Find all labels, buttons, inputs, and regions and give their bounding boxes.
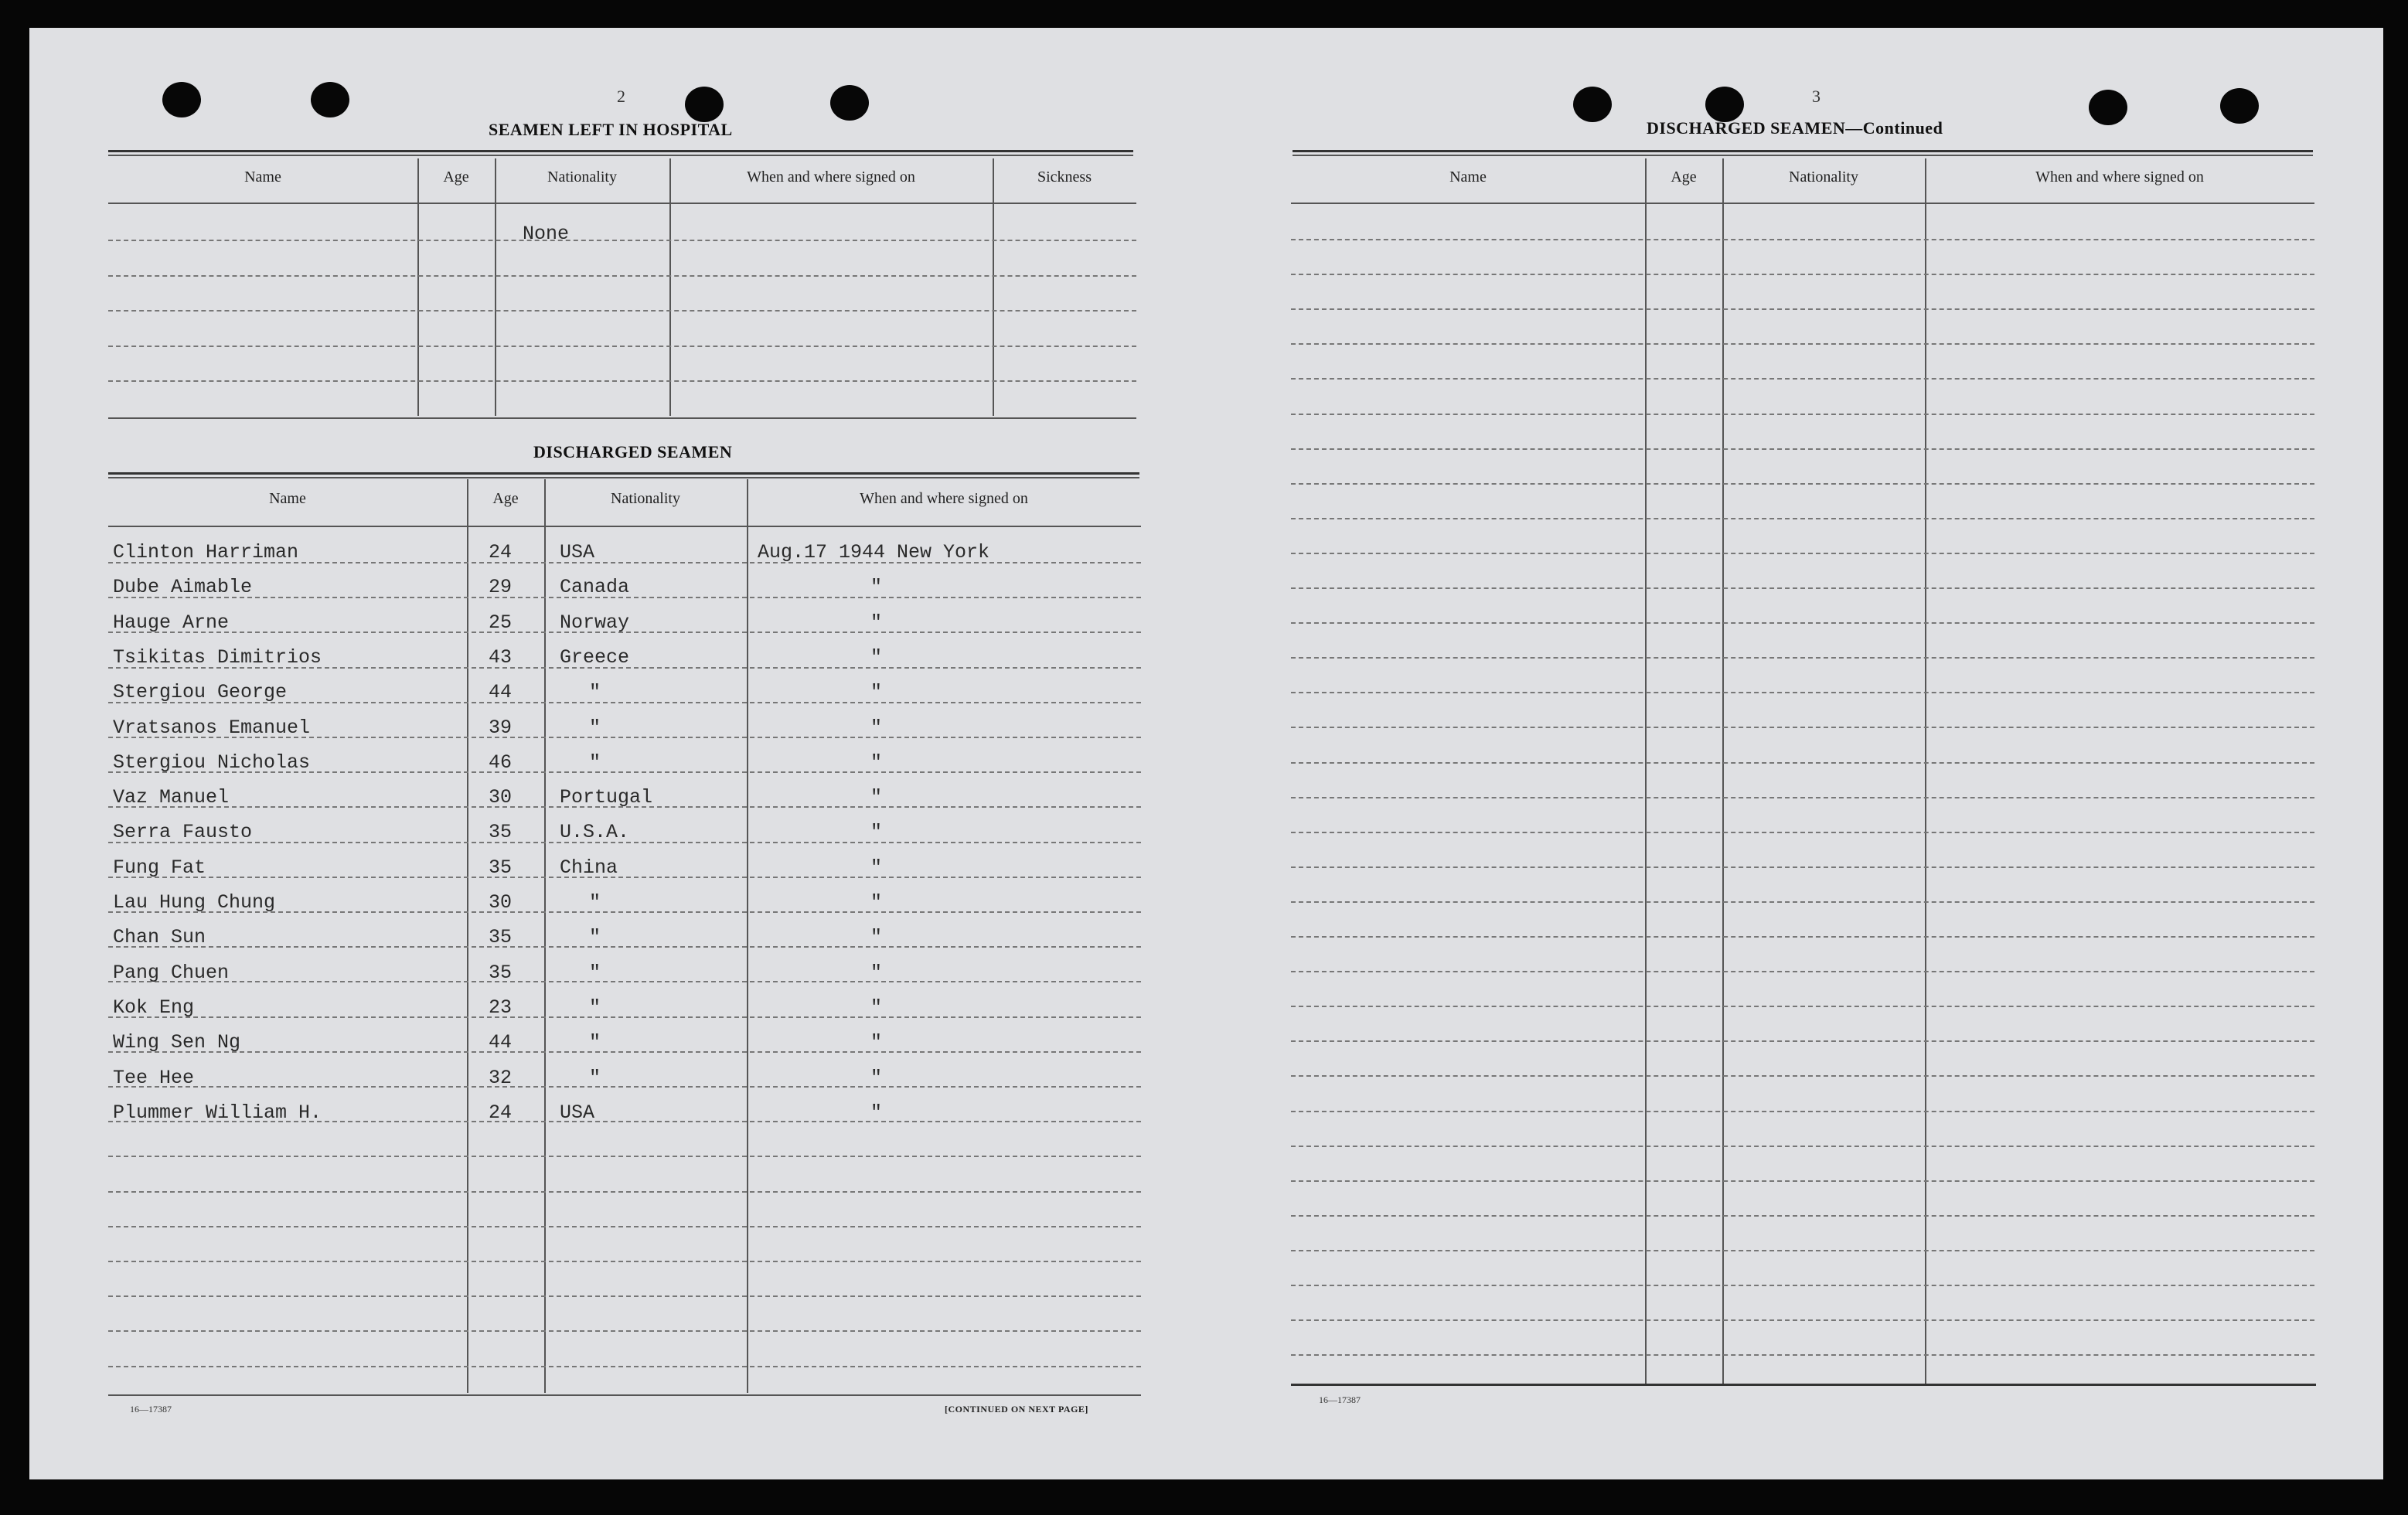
seaman-name: Pang Chuen	[113, 961, 230, 984]
hospital-table-top-rule	[108, 155, 1133, 156]
ruled-line	[1291, 378, 2314, 380]
ruled-line	[1291, 657, 2314, 659]
column-divider	[417, 158, 419, 416]
discharged-table-top-rule	[108, 472, 1139, 475]
ruled-line	[1291, 832, 2314, 833]
ruled-line	[1291, 1006, 2314, 1007]
ruled-line	[1291, 274, 2314, 275]
seaman-age: 29	[489, 576, 513, 599]
seaman-signed-on: "	[870, 891, 883, 914]
column-header-signed-on: When and where signed on	[2035, 169, 2204, 186]
ruled-line	[1291, 622, 2314, 624]
seaman-signed-on: Aug.17 1944 New York	[758, 541, 990, 563]
seaman-age: 43	[489, 645, 513, 669]
ruled-line	[1291, 762, 2314, 764]
ruled-line	[108, 1051, 1141, 1053]
column-divider	[495, 158, 496, 416]
ruled-line	[108, 380, 1136, 382]
ruled-line	[1291, 587, 2314, 589]
ruled-line	[1291, 518, 2314, 519]
seaman-nationality: "	[589, 1031, 601, 1054]
column-header-name: Name	[1449, 169, 1487, 186]
column-header-sickness: Sickness	[1037, 169, 1092, 186]
seaman-age: 44	[489, 681, 513, 704]
seaman-name: Stergiou George	[113, 681, 288, 704]
punch-hole	[2089, 90, 2127, 125]
seaman-signed-on: "	[870, 926, 883, 949]
column-header-age: Age	[1671, 169, 1697, 186]
form-number: 16—17387	[1319, 1394, 1361, 1405]
ruled-line	[1291, 308, 2314, 310]
column-divider	[993, 158, 994, 416]
seaman-nationality: "	[589, 716, 601, 739]
ruled-line	[108, 877, 1141, 878]
seaman-age: 30	[489, 891, 513, 914]
ruled-line	[108, 1226, 1141, 1227]
page-number: 2	[617, 87, 625, 106]
ruled-line	[108, 310, 1136, 312]
ruled-line	[1291, 1040, 2314, 1042]
seaman-name: Tee Hee	[113, 1066, 195, 1089]
punch-hole	[830, 85, 869, 121]
form-number: 16—17387	[130, 1404, 172, 1415]
seaman-signed-on: "	[870, 1066, 883, 1089]
discharged-section-title: DISCHARGED SEAMEN	[533, 442, 733, 461]
seaman-name: Vaz Manuel	[113, 786, 230, 809]
column-header-name: Name	[269, 490, 306, 507]
hospital-section-title: SEAMEN LEFT IN HOSPITAL	[489, 120, 733, 139]
ruled-line	[1291, 692, 2314, 693]
ruled-line	[108, 346, 1136, 347]
seaman-age: 44	[489, 1031, 513, 1054]
ruled-line	[108, 1366, 1141, 1367]
seaman-name: Fung Fat	[113, 856, 206, 879]
column-divider	[669, 158, 671, 416]
hospital-table-top-rule	[108, 150, 1133, 152]
seaman-nationality: "	[589, 996, 601, 1019]
column-divider	[1925, 158, 1926, 1384]
punch-hole	[1705, 87, 1744, 122]
seaman-signed-on: "	[870, 611, 883, 634]
ruled-line	[108, 240, 1136, 241]
seaman-age: 35	[489, 856, 513, 879]
seaman-name: Tsikitas Dimitrios	[113, 645, 322, 669]
ruled-line	[108, 981, 1141, 982]
column-header-nationality: Nationality	[611, 490, 680, 507]
seaman-nationality: U.S.A.	[560, 821, 630, 844]
seaman-nationality: "	[589, 681, 601, 704]
seaman-name: Wing Sen Ng	[113, 1031, 241, 1054]
seaman-age: 23	[489, 996, 513, 1019]
ruled-line	[1291, 1075, 2314, 1077]
seaman-signed-on: "	[870, 996, 883, 1019]
hospital-header-rule	[108, 203, 1136, 204]
ruled-line	[1291, 553, 2314, 554]
punch-hole	[2220, 88, 2259, 124]
seaman-name: Stergiou Nicholas	[113, 751, 311, 774]
seaman-nationality: Greece	[560, 645, 630, 669]
ruled-line	[108, 946, 1141, 948]
seaman-signed-on: "	[870, 856, 883, 879]
ruled-line	[1291, 414, 2314, 415]
seaman-nationality: Norway	[560, 611, 630, 634]
right-table-top-rule	[1293, 150, 2313, 152]
ruled-line	[1291, 971, 2314, 972]
seaman-age: 39	[489, 716, 513, 739]
column-divider	[467, 479, 468, 1393]
seaman-age: 35	[489, 821, 513, 844]
seaman-nationality: "	[589, 926, 601, 949]
seaman-signed-on: "	[870, 751, 883, 774]
seaman-name: Plummer William H.	[113, 1101, 322, 1124]
ruled-line	[1291, 1285, 2314, 1286]
ruled-line	[1291, 239, 2314, 240]
column-divider	[544, 479, 546, 1393]
seaman-nationality: "	[589, 891, 601, 914]
seaman-nationality: Portugal	[560, 786, 653, 809]
seaman-signed-on: "	[870, 1101, 883, 1124]
seaman-nationality: USA	[560, 1101, 595, 1124]
column-header-age: Age	[492, 490, 519, 507]
ruled-line	[1291, 483, 2314, 485]
ruled-line	[1291, 727, 2314, 728]
punch-hole	[685, 87, 724, 122]
seaman-nationality: "	[589, 961, 601, 984]
column-header-name: Name	[244, 169, 281, 186]
ruled-line	[108, 1261, 1141, 1262]
seaman-nationality: USA	[560, 541, 595, 563]
continued-note: [CONTINUED ON NEXT PAGE]	[945, 1404, 1088, 1415]
ruled-line	[1291, 1215, 2314, 1217]
seaman-signed-on: "	[870, 821, 883, 844]
seaman-nationality: "	[589, 1066, 601, 1089]
ruled-line	[108, 1295, 1141, 1297]
ruled-line	[1291, 866, 2314, 868]
column-header-signed-on: When and where signed on	[860, 490, 1028, 507]
seaman-signed-on: "	[870, 681, 883, 704]
seaman-name: Dube Aimable	[113, 576, 253, 599]
ruled-line	[1291, 1146, 2314, 1147]
ruled-line	[108, 1191, 1141, 1193]
discharged-table-top-rule	[108, 477, 1139, 478]
column-header-nationality: Nationality	[547, 169, 617, 186]
seaman-age: 35	[489, 926, 513, 949]
seaman-age: 46	[489, 751, 513, 774]
ruled-line	[108, 275, 1136, 277]
column-header-nationality: Nationality	[1789, 169, 1858, 186]
ruled-line	[1291, 1319, 2314, 1321]
column-divider	[1722, 158, 1724, 1384]
hospital-table-bottom-rule	[108, 417, 1136, 419]
seaman-age: 24	[489, 541, 513, 563]
seaman-signed-on: "	[870, 786, 883, 809]
ruled-line	[1291, 1250, 2314, 1251]
seaman-age: 35	[489, 961, 513, 984]
right-table-bottom-rule	[1291, 1384, 2316, 1386]
seaman-age: 32	[489, 1066, 513, 1089]
ruled-line	[108, 1156, 1141, 1157]
column-header-signed-on: When and where signed on	[747, 169, 915, 186]
ruled-line	[1291, 448, 2314, 450]
seaman-nationality: Canada	[560, 576, 630, 599]
seaman-age: 25	[489, 611, 513, 634]
ruled-line	[1291, 797, 2314, 798]
seaman-name: Lau Hung Chung	[113, 891, 276, 914]
column-divider	[1645, 158, 1647, 1384]
ruled-line	[108, 1016, 1141, 1018]
seaman-signed-on: "	[870, 716, 883, 739]
seaman-name: Serra Fausto	[113, 821, 253, 844]
seaman-name: Kok Eng	[113, 996, 195, 1019]
seaman-name: Vratsanos Emanuel	[113, 716, 311, 739]
punch-hole	[1573, 87, 1612, 122]
ruled-line	[1291, 1354, 2314, 1356]
seaman-nationality: "	[589, 751, 601, 774]
continued-section-title	[1647, 118, 1943, 138]
section-title-suffix: —Continued	[1845, 118, 1943, 138]
seaman-nationality: China	[560, 856, 618, 879]
seaman-name: Clinton Harriman	[113, 541, 299, 563]
column-header-age: Age	[443, 169, 469, 186]
discharged-header-rule	[108, 526, 1141, 527]
ruled-line	[1291, 1111, 2314, 1112]
seaman-name: Hauge Arne	[113, 611, 230, 634]
seaman-signed-on: "	[870, 576, 883, 599]
ruled-line	[1291, 901, 2314, 903]
punch-hole	[162, 82, 201, 117]
right-header-rule	[1291, 203, 2314, 204]
ruled-line	[108, 1330, 1141, 1332]
page-number: 3	[1812, 87, 1820, 106]
seaman-signed-on: "	[870, 645, 883, 669]
punch-hole	[311, 82, 349, 117]
section-title-text: DISCHARGED SEAMEN	[1647, 118, 1846, 138]
ruled-line	[1291, 343, 2314, 345]
column-divider	[747, 479, 748, 1393]
seaman-signed-on: "	[870, 961, 883, 984]
right-table-top-rule	[1293, 155, 2313, 156]
seaman-age: 24	[489, 1101, 513, 1124]
ruled-line	[1291, 936, 2314, 938]
seaman-age: 30	[489, 786, 513, 809]
hospital-entry-none: None	[523, 223, 570, 245]
ruled-line	[108, 1086, 1141, 1088]
discharged-table-bottom-rule	[108, 1394, 1141, 1396]
seaman-name: Chan Sun	[113, 926, 206, 949]
ruled-line	[1291, 1180, 2314, 1182]
seaman-signed-on: "	[870, 1031, 883, 1054]
